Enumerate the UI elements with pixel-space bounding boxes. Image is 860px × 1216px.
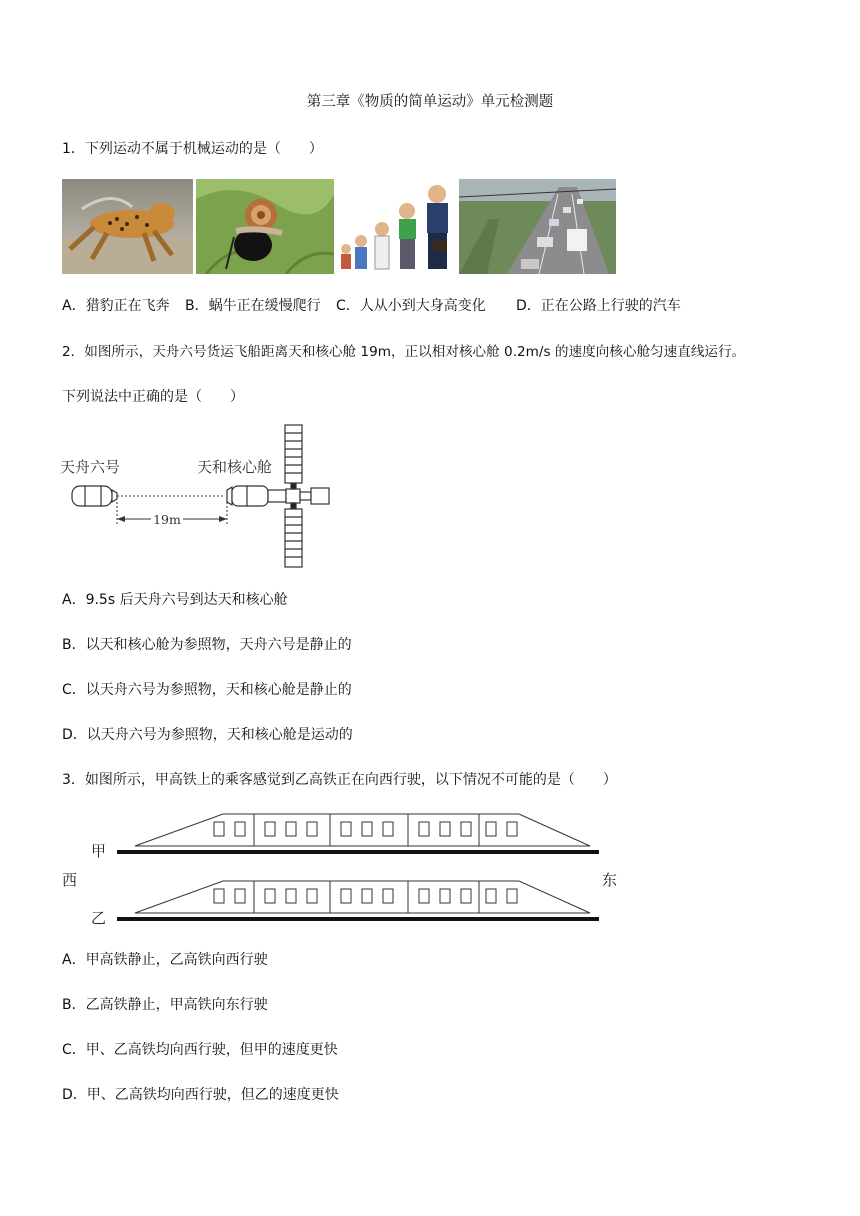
trains-diagram — [55, 808, 635, 933]
tianhe-module — [227, 425, 329, 567]
question-2-stem-line1: 2．如图所示，天舟六号货运飞船距离天和核心舱 19m，正以相对核心舱 0.2m/s 的速度向核心舱匀速直线运行。 — [62, 344, 746, 360]
q1-option-a: A．猎豹正在飞奔 — [62, 298, 170, 314]
train-yi — [135, 881, 590, 913]
q2-option-c: C．以天舟六号为参照物，天和核心舱是静止的 — [62, 682, 352, 698]
q3-option-d: D．甲、乙高铁均向西行驶，但乙的速度更快 — [62, 1087, 339, 1103]
q1-option-d: D．正在公路上行驶的汽车 — [516, 298, 681, 314]
tianzhou-spacecraft — [72, 486, 117, 506]
question-3-stem: 3．如图所示，甲高铁上的乘客感觉到乙高铁正在向西行驶，以下情况不可能的是（ ） — [62, 772, 617, 788]
q3-option-b: B．乙高铁静止，甲高铁向东行驶 — [62, 997, 268, 1013]
label-tianzhou: 天舟六号 — [60, 458, 121, 476]
question-2-stem-line2: 下列说法中正确的是（ ） — [62, 389, 244, 405]
q2-option-b: B．以天和核心舱为参照物，天舟六号是静止的 — [62, 637, 352, 653]
distance-label: 19m — [153, 512, 181, 527]
label-west: 西 — [62, 871, 78, 889]
cheetah-photo — [62, 179, 193, 274]
q1-option-c: C．人从小到大身高变化 — [336, 298, 486, 314]
q1-option-b: B．蜗牛正在缓慢爬行 — [185, 298, 321, 314]
q3-option-a: A．甲高铁静止，乙高铁向西行驶 — [62, 952, 268, 968]
label-tianhe: 天和核心舱 — [197, 458, 273, 476]
page-title: 第三章《物质的简单运动》单元检测题 — [306, 94, 554, 110]
q3-option-c: C．甲、乙高铁均向西行驶，但甲的速度更快 — [62, 1042, 338, 1058]
growth-photo — [337, 179, 456, 274]
question-1-stem: 1．下列运动不属于机械运动的是（ ） — [62, 141, 323, 157]
highway-photo — [459, 179, 616, 274]
q2-option-a: A．9.5s 后天舟六号到达天和核心舱 — [62, 592, 288, 608]
distance-marker — [117, 502, 227, 527]
q2-option-d: D．以天舟六号为参照物，天和核心舱是运动的 — [62, 727, 353, 743]
label-east: 东 — [602, 871, 618, 889]
train-jia — [135, 814, 590, 846]
snail-photo — [196, 179, 334, 274]
label-jia: 甲 — [91, 842, 107, 860]
track-yi — [117, 917, 599, 921]
spacecraft-docking-diagram — [55, 420, 345, 570]
track-jia — [117, 850, 599, 854]
label-yi: 乙 — [91, 909, 107, 927]
